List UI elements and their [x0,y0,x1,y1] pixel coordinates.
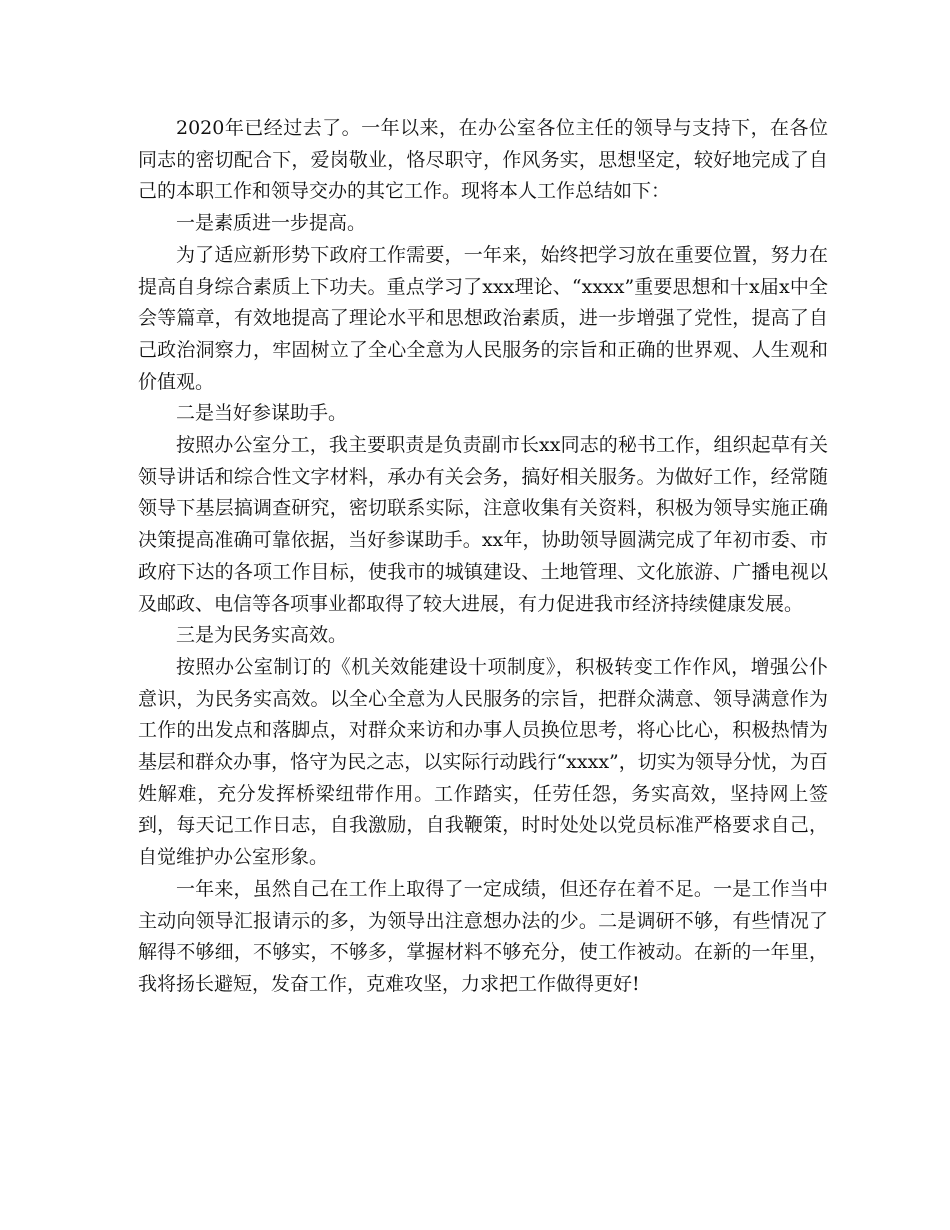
paragraph-assistant: 按照办公室分工，我主要职责是负责副市长xx同志的秘书工作，组织起草有关领导讲话和综合性文字材料，承办有关会务，搞好相关服务。为做好工作，经常随领导下基层搞调查研究，密切联系实际，注意收集有关资料，积极为领导实施正确决策提高准确可靠依据，当好参谋助手。xx年，协助领导圆满完成了年初市委、市政府下达的各项工作目标，使我市的城镇建设、土地管理、文化旅游、广播电视以及邮政、电信等各项事业都取得了较大进展，有力促进我市经济持续健康发展。 [138,434,828,615]
paragraph-conclusion: 一年来，虽然自己在工作上取得了一定成绩，但还存在着不足。一是工作当中主动向领导汇报请示的多，为领导出注意想办法的少。二是调研不够，有些情况了解得不够细，不够实，不够多，掌握材料不够充分，使工作被动。在新的一年里，我将扬长避短，发奋工作，克难攻坚，力求把工作做得更好! [138,877,828,995]
heading-efficiency: 三是为民务实高效。 [176,624,348,647]
heading-assistant: 二是当好参谋助手。 [176,402,348,425]
paragraph-quality: 为了适应新形势下政府工作需要，一年来，始终把学习放在重要位置，努力在提高自身综合素质上下功夫。重点学习了xxx理论、“xxxx”重要思想和十x届x中全会等篇章，有效地提高了理论水平和思想政治素质，进一步增强了党性，提高了自己政治洞察力，牢固树立了全心全意为人民服务的宗旨和正确的世界观、人生观和价值观。 [138,243,828,393]
paragraph-efficiency: 按照办公室制订的《机关效能建设十项制度》，积极转变工作作风，增强公仆意识，为民务实高效。以全心全意为人民服务的宗旨，把群众满意、领导满意作为工作的出发点和落脚点，对群众来访和办事人员换位思考，将心比心，积极热情为基层和群众办事，恪守为民之志，以实际行动践行“xxxx”，切实为领导分忧，为百姓解难，充分发挥桥梁纽带作用。工作踏实，任劳任怨，务实高效，坚持网上签到，每天记工作日志，自我激励，自我鞭策，时时处处以党员标准严格要求自己，自觉维护办公室形象。 [138,655,828,869]
document-body [138,113,828,1001]
paragraph-intro: 2020年已经过去了。一年以来，在办公室各位主任的领导与支持下，在各位同志的密切配合下，爱岗敬业，恪尽职守，作风务实，思想坚定，较好地完成了自己的本职工作和领导交办的其它工作。现将本人工作总结如下： [138,117,828,203]
heading-quality: 一是素质进一步提高。 [176,212,367,235]
